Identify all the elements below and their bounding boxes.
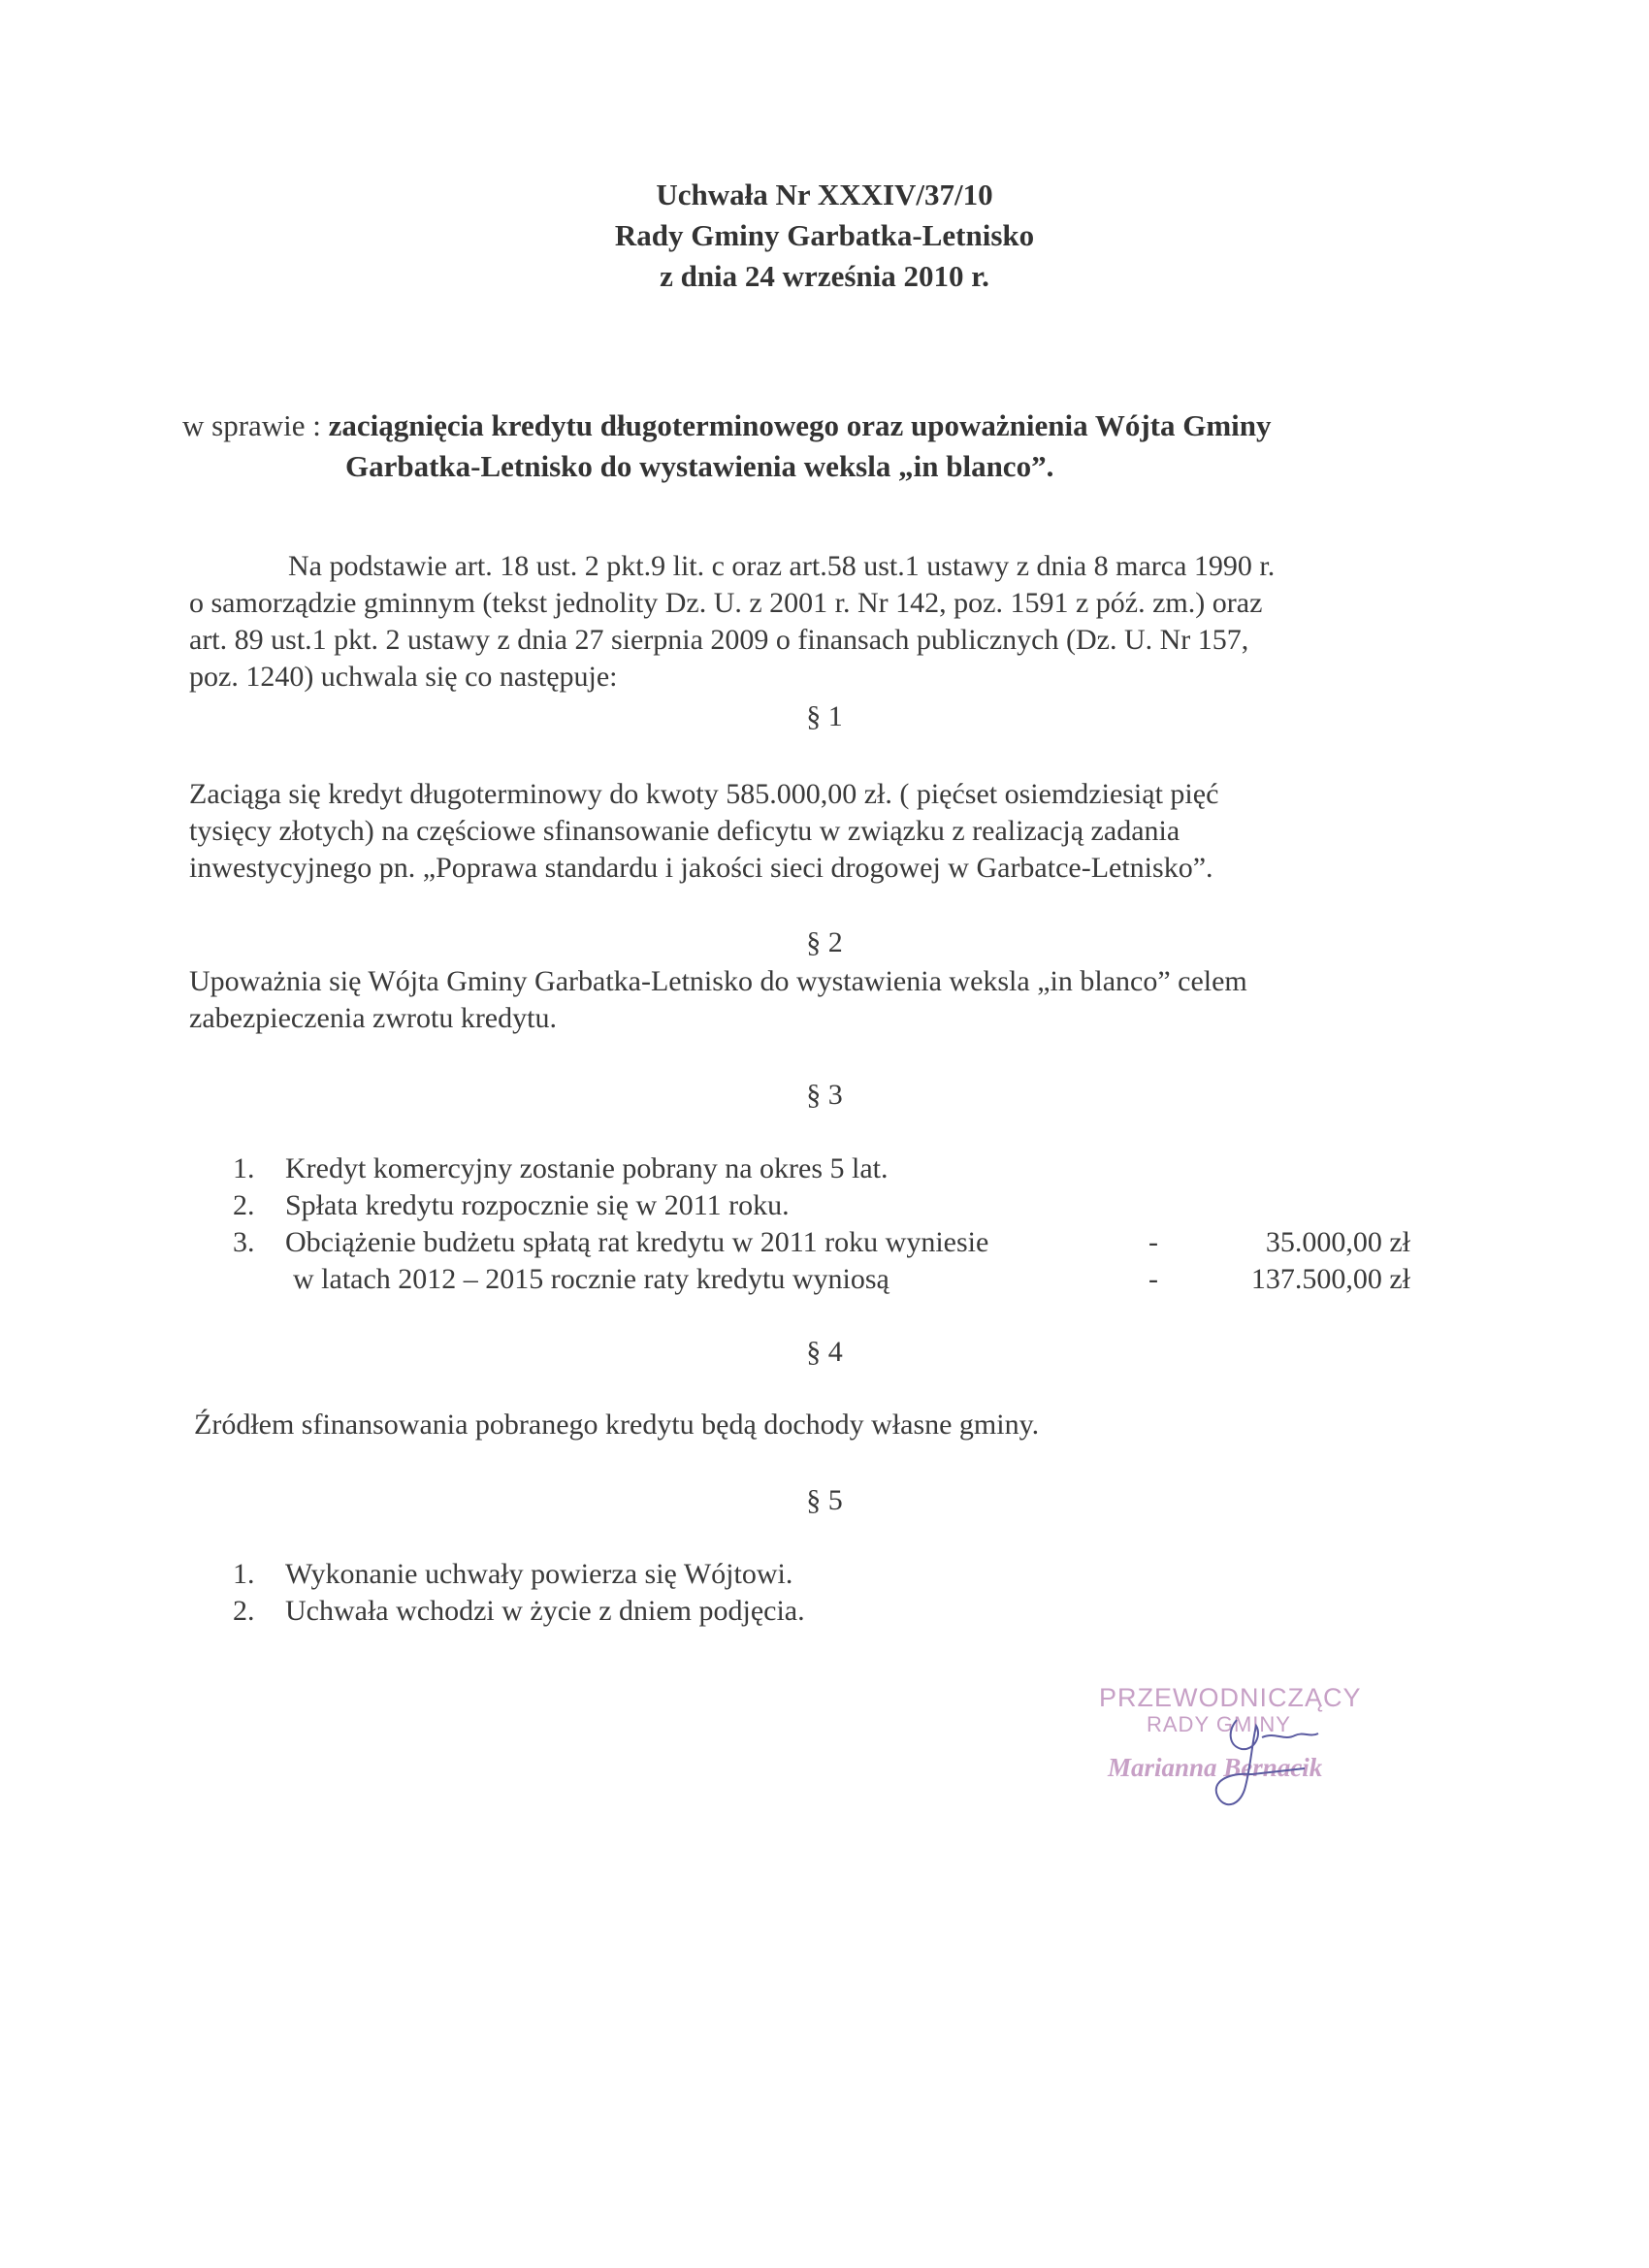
stamp-council: RADY GMINY <box>1147 1712 1291 1736</box>
handwritten-signature <box>1169 1693 1343 1819</box>
subject-line-1: zaciągnięcia kredytu długoterminowego oraz upoważnienia Wójta Gminy <box>328 408 1272 442</box>
item-number: 3. <box>233 1226 255 1258</box>
list-item <box>233 1556 805 1593</box>
resolution-number: Uchwała Nr XXXIV/37/10 <box>656 178 993 211</box>
section-1-line-3: inwestycyjnego pn. „Poprawa standardu i jakości sieci drogowej w Garbatce-Letnisko”. <box>189 852 1213 884</box>
item-number: 2. <box>233 1595 255 1627</box>
amount-value: 137.500,00 zł <box>1250 1263 1410 1295</box>
basis-line-4: poz. 1240) uchwala się co następuje: <box>189 661 618 693</box>
amount-description: w latach 2012 – 2015 rocznie raty kredytu wyniosą <box>293 1263 889 1295</box>
list-item <box>233 1261 1410 1298</box>
amount-row <box>285 1261 1410 1298</box>
section-1-line-1: Zaciąga się kredyt długoterminowy do kwoty 585.000,00 zł. ( pięćset osiemdziesiąt pięć <box>189 778 1219 810</box>
section-5-sign: § 5 <box>806 1484 843 1516</box>
legal-basis <box>189 548 1431 696</box>
section-2-sign: § 2 <box>806 926 843 958</box>
amount-dash: - <box>1148 1226 1158 1258</box>
section-5-list <box>233 1556 805 1630</box>
stamp-title: PRZEWODNICZĄCY <box>1099 1683 1362 1712</box>
item-text: Uchwała wchodzi w życie z dniem podjęcia. <box>285 1595 805 1627</box>
section-2-text <box>189 963 1411 1037</box>
council-name: Rady Gminy Garbatka-Letnisko <box>614 218 1035 252</box>
list-item <box>233 1224 1410 1261</box>
section-2-line-1: Upoważnia się Wójta Gminy Garbatka-Letnisko do wystawienia weksla „in blanco” celem <box>189 965 1247 997</box>
item-number: 2. <box>233 1189 255 1221</box>
section-1-text <box>189 776 1411 887</box>
section-4-sign: § 4 <box>806 1336 843 1368</box>
list-item <box>233 1150 1410 1187</box>
section-3-list <box>233 1150 1410 1298</box>
list-item <box>233 1593 805 1630</box>
section-3-sign: § 3 <box>806 1079 843 1111</box>
stamp-name: Marianna Bernacik <box>1108 1753 1323 1782</box>
section-2-line-2: zabezpieczenia zwrotu kredytu. <box>189 1002 557 1034</box>
section-4-text: Źródłem sfinansowania pobranego kredytu będą dochody własne gminy. <box>194 1409 1040 1441</box>
section-1-line-2: tysięcy złotych) na częściowe sfinansowanie deficytu w związku z realizacją zadania <box>189 815 1180 847</box>
resolution-header <box>0 175 1649 297</box>
basis-line-1: Na podstawie art. 18 ust. 2 pkt.9 lit. c oraz art.58 ust.1 ustawy z dnia 8 marca 1990 r. <box>288 550 1276 582</box>
subject-line-2: Garbatka-Letnisko do wystawienia weksla „in blanco”. <box>345 449 1054 483</box>
resolution-subject <box>182 405 1272 487</box>
item-text: Spłata kredytu rozpocznie się w 2011 roku. <box>285 1189 790 1221</box>
amount-description: Obciążenie budżetu spłatą rat kredytu w 2011 roku wyniesie <box>285 1226 989 1258</box>
amount-row <box>285 1224 1410 1261</box>
list-item <box>233 1187 1410 1224</box>
basis-line-2: o samorządzie gminnym (tekst jednolity Dz. U. z 2001 r. Nr 142, poz. 1591 z póź. zm.) oraz <box>189 587 1263 619</box>
item-number: 1. <box>233 1152 255 1184</box>
amount-value: 35.000,00 zł <box>1265 1226 1410 1258</box>
section-1-sign: § 1 <box>806 700 843 732</box>
subject-prefix: w sprawie : <box>182 408 329 442</box>
amount-dash: - <box>1148 1263 1158 1295</box>
item-text: Kredyt komercyjny zostanie pobrany na okres 5 lat. <box>285 1152 889 1184</box>
item-number: 1. <box>233 1558 255 1590</box>
basis-line-3: art. 89 ust.1 pkt. 2 ustawy z dnia 27 sierpnia 2009 o finansach publicznych (Dz. U. Nr 157, <box>189 624 1249 656</box>
item-text: Wykonanie uchwały powierza się Wójtowi. <box>285 1558 793 1590</box>
resolution-date: z dnia 24 września 2010 r. <box>660 259 989 293</box>
